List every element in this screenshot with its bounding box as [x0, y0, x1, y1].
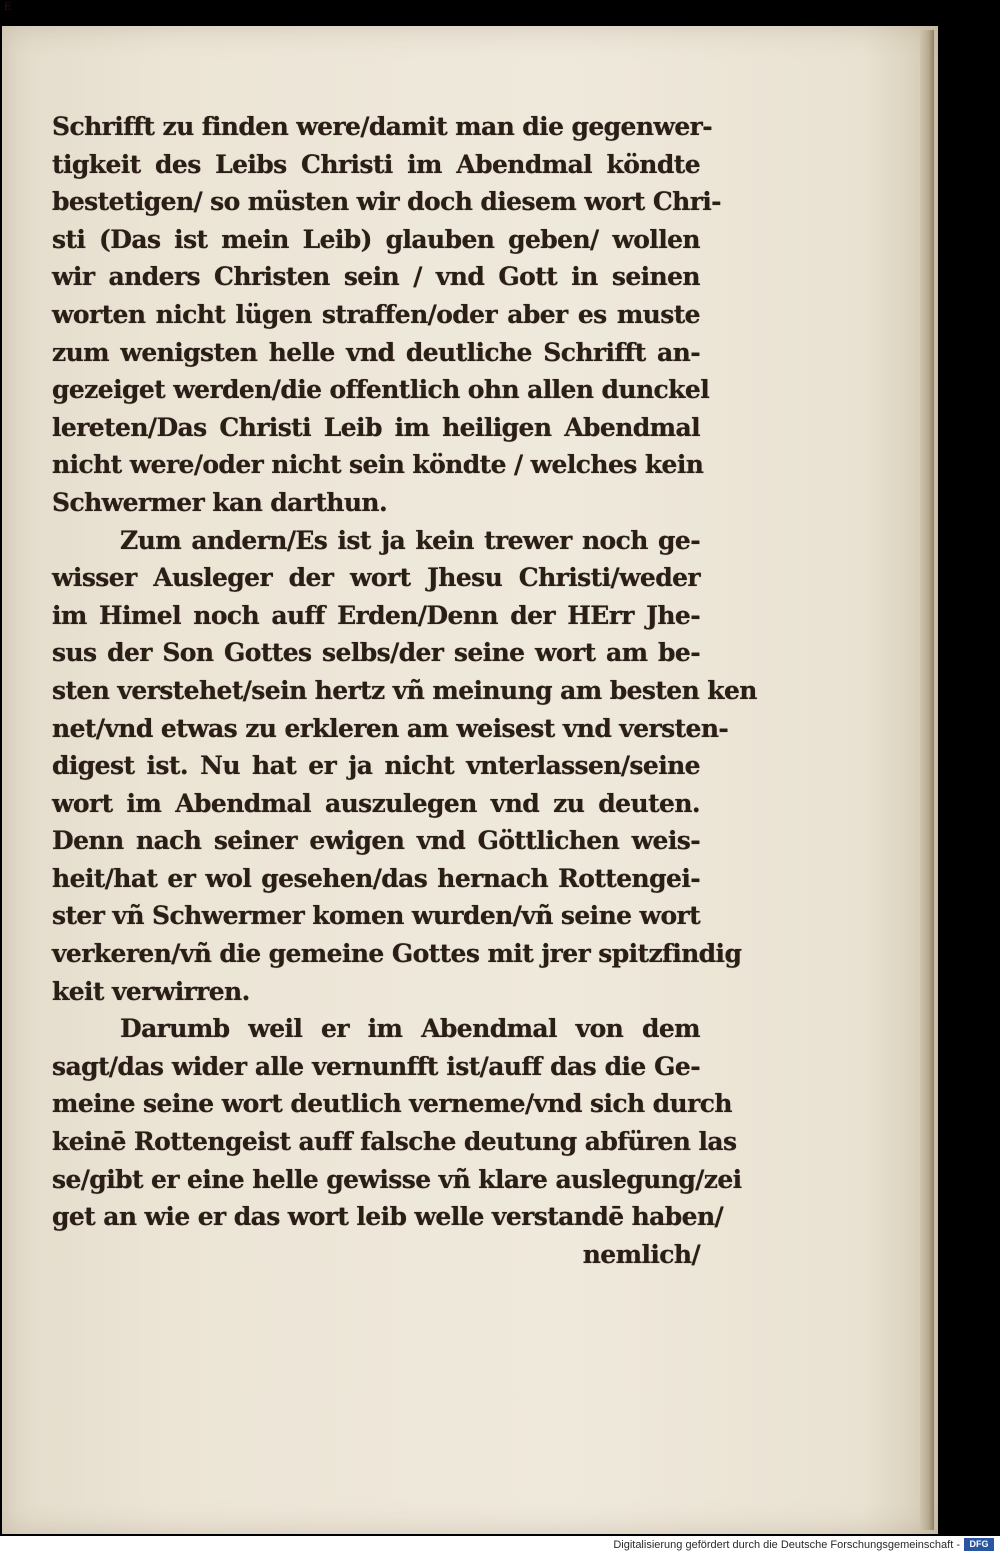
text-line: get an wie er das wort leib welle verstandē haben/ [52, 1202, 724, 1232]
text-line: bestetigen/ so müsten wir doch diesem wort Chri- [52, 187, 721, 217]
paragraph-start-line: Darumb weil er im Abendmal von dem [120, 1014, 700, 1044]
text-line: tigkeit des Leibs Christi im Abendmal köndte [52, 149, 700, 179]
text-line: meine seine wort deutlich verneme/vnd sich durch [52, 1089, 732, 1119]
paragraph-start-line: Zum andern/Es ist ja kein trewer noch ge- [120, 525, 700, 555]
text-line: wir anders Christen sein / vnd Gott in seinen [52, 262, 700, 292]
text-line: nicht were/oder nicht sein köndte / welches kein [52, 450, 704, 480]
text-line: gezeiget werden/die offentlich ohn allen dunckel [52, 375, 710, 405]
corner-mark: E [4, 2, 12, 13]
text-line: digest ist. Nu hat er ja nicht vnterlassen/seine [52, 751, 700, 781]
text-line: net/vnd etwas zu erkleren am weisest vnd versten- [52, 713, 729, 743]
text-line: keit verwirren. [52, 976, 250, 1006]
funding-credit: Digitalisierung gefördert durch die Deutsche Forschungsgemeinschaft - [613, 1539, 960, 1551]
page-text-block [52, 108, 757, 1273]
text-line: sus der Son Gottes selbs/der seine wort am be- [52, 638, 700, 668]
text-line: worten nicht lügen straffen/oder aber es muste [52, 299, 700, 329]
page-edge [920, 30, 934, 1530]
catchword: nemlich/ [582, 1239, 700, 1269]
text-line: se/gibt er eine helle gewisse vñ klare auslegung/zei [52, 1164, 742, 1194]
text-line: Denn nach seiner ewigen vnd Göttlichen weis- [52, 826, 700, 856]
dfg-logo[interactable]: DFG [964, 1538, 994, 1551]
text-line: lereten/Das Christi Leib im heiligen Abendmal [52, 412, 700, 442]
text-line: Schwermer kan darthun. [52, 487, 388, 517]
text-line: wisser Ausleger der wort Jhesu Christi/weder [52, 563, 700, 593]
text-line: heit/hat er wol gesehen/das hernach Rottengei- [52, 863, 700, 893]
text-line: sten verstehet/sein hertz vñ meinung am besten ken [52, 675, 757, 705]
text-line: sti (Das ist mein Leib) glauben geben/ wollen [52, 224, 700, 254]
text-line: wort im Abendmal auszulegen vnd zu deuten. [52, 788, 700, 818]
text-line: zum wenigsten helle vnd deutliche Schrifft an- [52, 337, 700, 367]
footer-bar [0, 1536, 1000, 1554]
text-line: ster vñ Schwermer komen wurden/vñ seine wort [52, 901, 701, 931]
text-line: sagt/das wider alle vernunfft ist/auff das die Ge- [52, 1051, 700, 1081]
text-line: im Himel noch auff Erden/Denn der HErr Jhe- [52, 600, 700, 630]
text-line: keinē Rottengeist auff falsche deutung abfüren las [52, 1127, 737, 1157]
text-line: Schrifft zu finden were/damit man die gegenwer- [52, 112, 713, 141]
text-line: verkeren/vñ die gemeine Gottes mit jrer spitzfindig [52, 939, 742, 969]
